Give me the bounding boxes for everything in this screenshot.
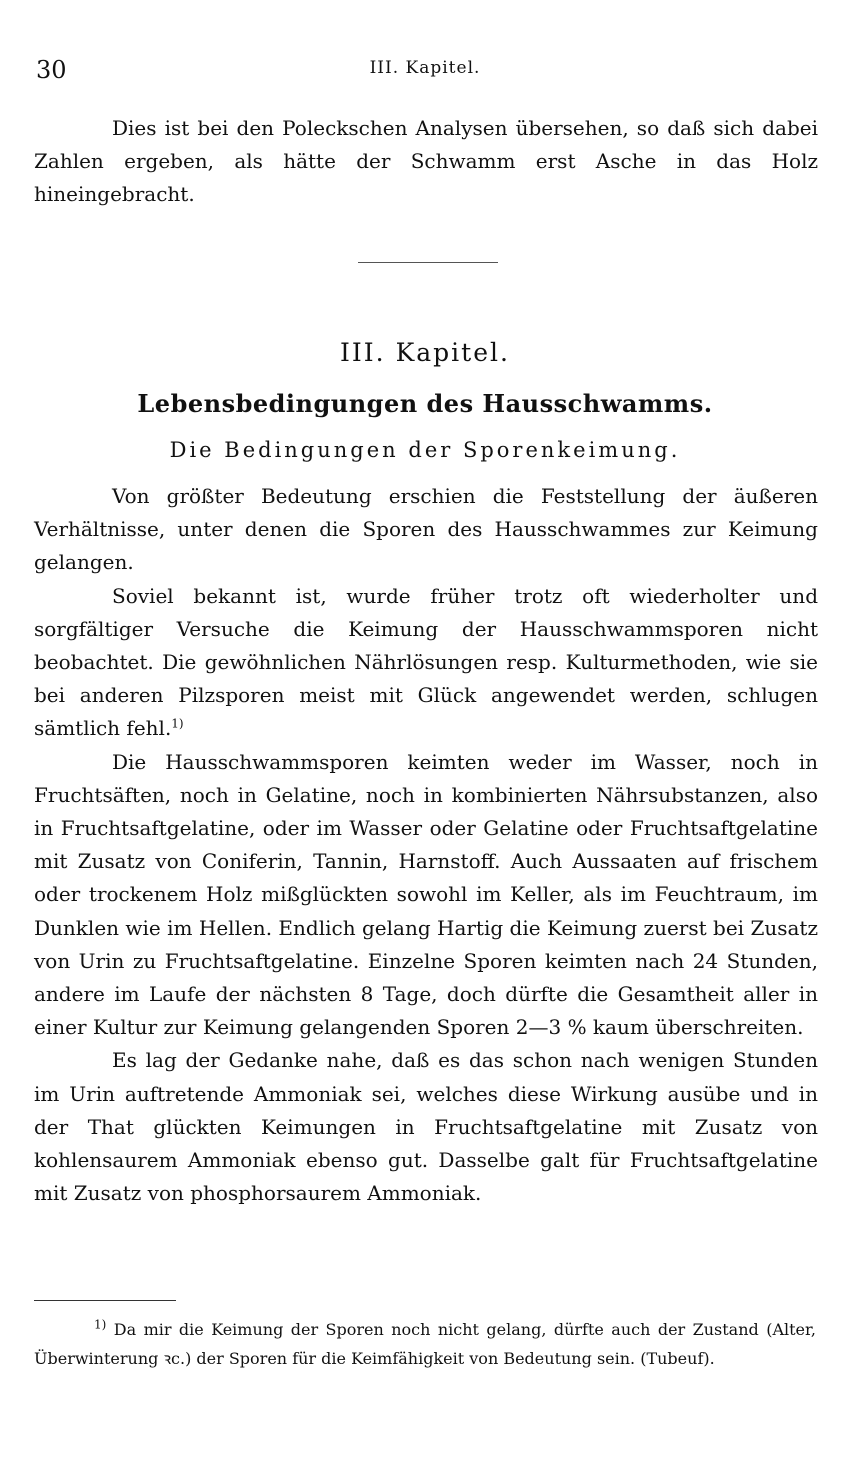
footnote-reference: 1) [171,716,184,731]
paragraph [34,580,818,746]
lead-paragraph: Dies ist bei den Poleckschen Analysen übersehen, so daß sich dabei Zahlen ergeben, als hätte der Schwamm erst Asche in das Holz hineingebracht. [34,116,818,207]
section-divider [358,262,498,263]
footnote [34,1315,816,1373]
running-head: III. Kapitel. [369,58,481,78]
footnote-marker: 1) [94,1317,107,1332]
paragraph-text: Soviel bekannt ist, wurde früher trotz oft wiederholter und sorgfältiger Versuche die Keimung der Hausschwammsporen nicht beobachtet. Die gewöhnlichen Nährlösungen resp. Kulturmethoden, wie sie bei anderen Pilzsporen meist mit Glück angewendet werden, schlugen sämtlich fehl. [34,583,818,741]
chapter-heading: III. Kapitel. [340,338,510,367]
page-header [36,56,814,90]
chapter-body [34,480,818,1210]
paragraph: Von größter Bedeutung erschien die Feststellung der äußeren Verhältnisse, unter denen die Sporen des Hausschwammes zur Keimung gelangen. [34,484,818,575]
chapter-title: Lebensbedingungen des Hausschwamms. [137,389,713,418]
subsection-title: Die Bedingungen der Sporenkeimung. [169,438,681,462]
page-number: 30 [36,56,67,84]
paragraph: Die Hausschwammsporen keimten weder im Wasser, noch in Fruchtsäften, noch in Gelatine, noch in kombinierten Nährsubstanzen, also in Fruchtsaftgelatine, oder im Wasser oder Gelatine oder Fruchtsaftgelatine mit Zusatz von Coniferin, Tannin, Harnstoff. Auch Aussaaten auf frischem oder trockenem Holz mißglückten sowohl im Keller, als im Feuchtraum, im Dunklen wie im Hellen. Endlich gelang Hartig die Keimung zuerst bei Zusatz von Urin zu Fruchtsaftgelatine. Einzelne Sporen keimten nach 24 Stunden, andere im Laufe der nächsten 8 Tage, doch dürfte die Gesamtheit aller in einer Kultur zur Keimung gelangenden Sporen 2—3 % kaum überschreiten. [34,749,818,1040]
footnote-rule [34,1300,176,1301]
paragraph: Es lag der Gedanke nahe, daß es das schon nach wenigen Stunden im Urin auftretende Ammoniak sei, welches diese Wirkung ausübe und in der That glückten Keimungen in Fruchtsaftgelatine mit Zusatz von kohlensaurem Ammoniak ebenso gut. Dasselbe galt für Fruchtsaftgelatine mit Zusatz von phosphorsaurem Ammoniak. [34,1048,818,1206]
footnote-text: Da mir die Keimung der Sporen noch nicht gelang, dürfte auch der Zustand (Alter, Überwinterung ꝛc.) der Sporen für die Keimfähigkeit von Bedeutung sein. (Tubeuf). [34,1320,816,1368]
lead-text [34,112,818,212]
